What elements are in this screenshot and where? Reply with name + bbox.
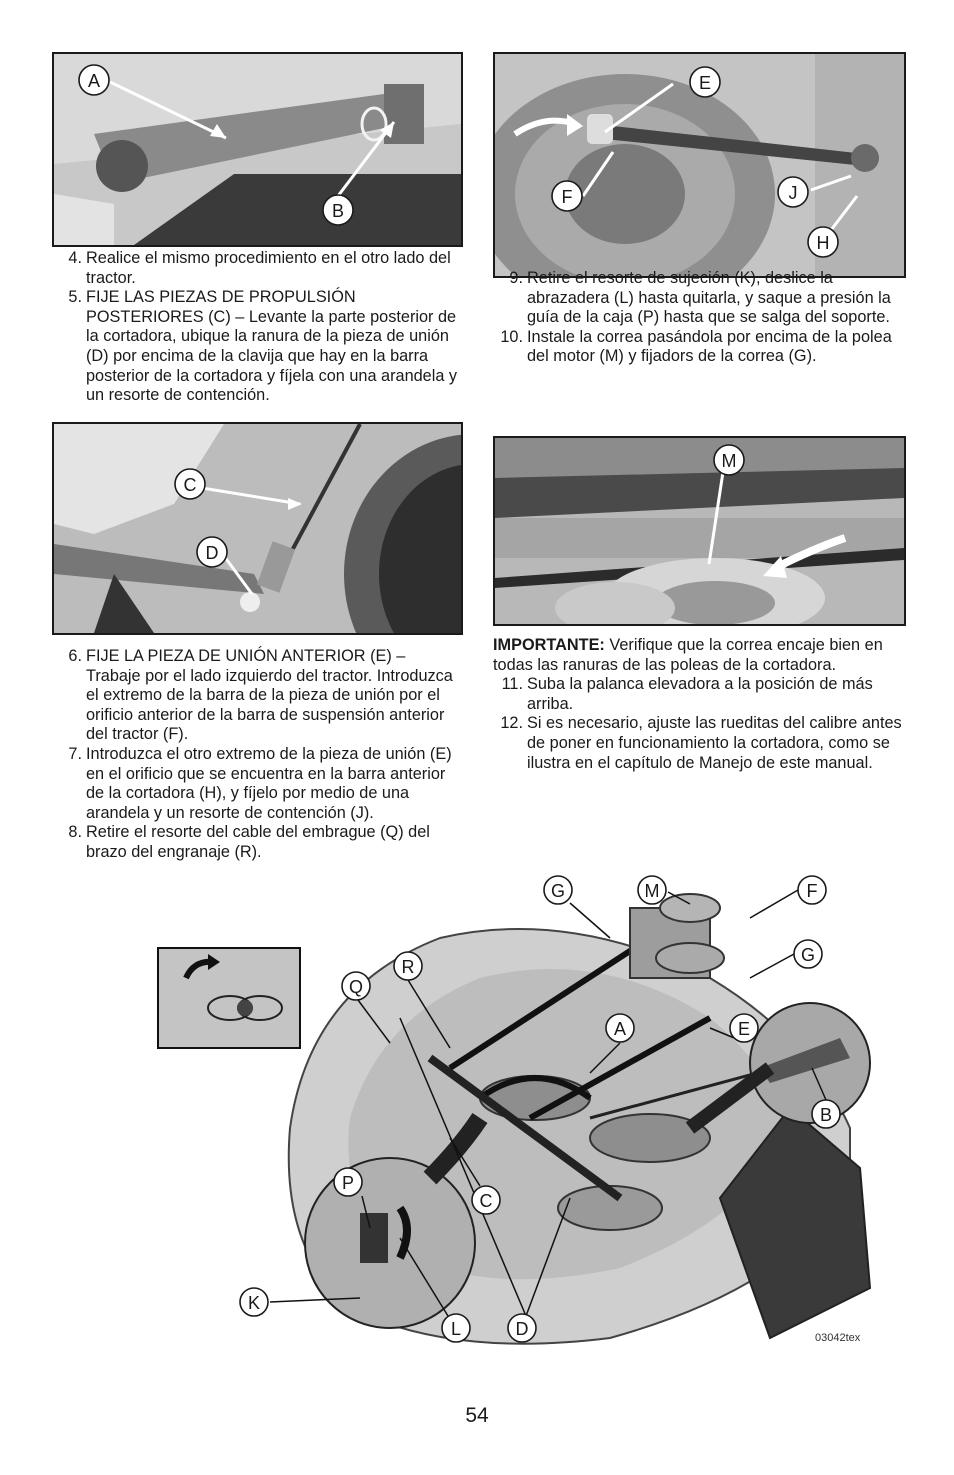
- callout-b-label: B: [819, 1105, 833, 1125]
- important-label: IMPORTANTE:: [493, 636, 605, 654]
- instruction-4-number: 4.: [68, 249, 82, 267]
- instruction-10-number: 10.: [500, 327, 523, 346]
- figure-mower-deck-illustration: [150, 868, 890, 1358]
- instruction-5: [52, 288, 460, 406]
- right-instructions-top: [493, 269, 903, 367]
- right-instructions-bottom: [493, 636, 903, 773]
- instruction-8-number: 8.: [68, 823, 82, 842]
- instruction-7-text: Introduzca el otro extremo de la pieza de unión (E) en el orificio que se encuentra en la barra anterior de la cortadora (H), y fíjelo por medio de una arandela y un resorte de contención (J).: [86, 744, 452, 822]
- instruction-6-number: 6.: [68, 647, 82, 665]
- instruction-11-text: Suba la palanca elevadora a la posición de más arriba.: [527, 675, 873, 713]
- instruction-12: [493, 714, 903, 773]
- figure-code: 03042tex: [815, 1332, 861, 1344]
- instruction-6-text: FIJE LA PIEZA DE UNIÓN ANTERIOR (E) – Trabaje por el lado izquierdo del tractor. Introduzca el extremo de la barra de la pieza de unión por el orificio anterior de la barra de suspensión anterior del tractor (F).: [86, 647, 453, 744]
- callout-e-label: E: [698, 73, 712, 93]
- instruction-8-text: Retire el resorte del cable del embrague (Q) del brazo del engranaje (R).: [86, 823, 430, 861]
- callout-h-label: H: [816, 233, 830, 253]
- instruction-7: [52, 745, 460, 823]
- figure-rear-link: [52, 422, 463, 635]
- instruction-5-text: FIJE LAS PIEZAS DE PROPULSIÓN POSTERIORES (C) – Levante la parte posterior de la cortadora, ubique la ranura de la pieza de unión (D) por encima de la clavija que hay en la barra posterior de la cortadora y fíjela con una arandela y un resorte de contención.: [86, 288, 458, 405]
- callout-j-label: J: [788, 183, 798, 203]
- instruction-10: [493, 328, 903, 367]
- callout-r-label: R: [401, 957, 415, 977]
- callout-m-label: M: [721, 451, 737, 471]
- callout-e-label: E: [737, 1019, 751, 1039]
- callout-a-label: A: [613, 1019, 627, 1039]
- instruction-5-number: 5.: [68, 288, 82, 307]
- figure-engine-pulley-illustration: [495, 438, 904, 624]
- callout-a-label: A: [87, 71, 101, 91]
- instruction-12-text: Si es necesario, ajuste las rueditas del calibre antes de poner en funcionamiento la cortadora, como se ilustra en el capítulo de Manejo de este manual.: [527, 714, 902, 772]
- callout-f-label: F: [561, 187, 573, 207]
- callout-d-label: D: [515, 1319, 529, 1339]
- figure-hitch-pin-illustration: [54, 54, 461, 245]
- left-instructions-bottom: [52, 647, 460, 863]
- callout-k-label: K: [247, 1293, 261, 1313]
- figure-rear-link-illustration: [54, 424, 461, 633]
- callout-d-label: D: [205, 543, 219, 563]
- figure-hitch-pin: [52, 52, 463, 247]
- instruction-9: [493, 269, 903, 328]
- instruction-10-text: Instale la correa pasándola por encima de la polea del motor (M) y fijadors de la correa (G).: [527, 327, 892, 366]
- figure-front-link: [493, 52, 906, 278]
- callout-f-label: F: [806, 881, 818, 901]
- callout-c-label: C: [183, 475, 197, 495]
- important-note: [493, 636, 903, 675]
- callout-p-label: P: [341, 1173, 355, 1193]
- instruction-8: [52, 823, 460, 862]
- callout-l-label: L: [450, 1319, 462, 1339]
- instruction-9-number: 9.: [509, 269, 523, 287]
- callout-m-label: M: [644, 881, 660, 901]
- page-number: 54: [465, 1404, 489, 1427]
- instruction-11-number: 11.: [501, 675, 523, 694]
- instruction-4-text: Realice el mismo procedimiento en el otro lado del tractor.: [86, 249, 451, 287]
- callout-g-2-label: G: [800, 945, 816, 965]
- left-instructions-top: [52, 249, 460, 406]
- instruction-12-number: 12.: [500, 714, 523, 733]
- instruction-7-number: 7.: [68, 744, 82, 763]
- figure-engine-pulley: [493, 436, 906, 626]
- instruction-4: [52, 249, 460, 288]
- figure-front-link-illustration: [495, 54, 904, 276]
- callout-c-label: C: [479, 1191, 493, 1211]
- important-text: Verifique que la correa encaje bien en todas las ranuras de las poleas de la cortadora.: [493, 636, 883, 674]
- instruction-9-text: Retire el resorte de sujeción (K), deslice la abrazadera (L) hasta quitarla, y saque a presión la guía de la caja (P) hasta que se salga del soporte.: [527, 269, 891, 327]
- callout-g-1-label: G: [550, 881, 566, 901]
- callout-b-label: B: [331, 201, 345, 221]
- instruction-11: [493, 675, 903, 714]
- figure-mower-deck: [150, 868, 890, 1358]
- callout-q-label: Q: [348, 977, 364, 997]
- instruction-6: [52, 647, 460, 745]
